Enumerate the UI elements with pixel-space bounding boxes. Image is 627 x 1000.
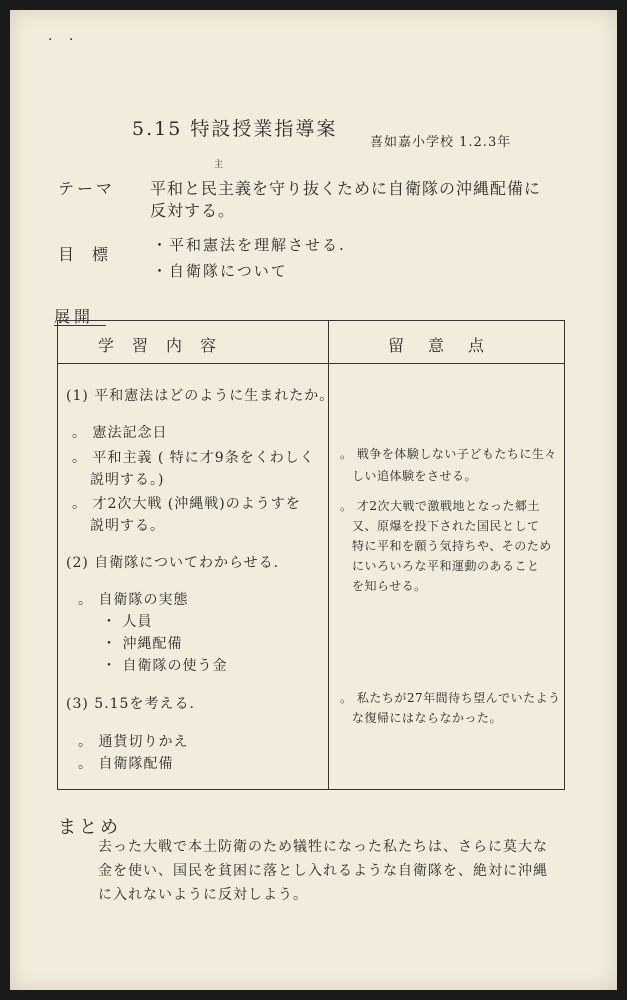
table-left-line: 。 自衛隊の実態	[78, 592, 189, 608]
summary-label: まとめ	[58, 817, 121, 838]
table-right-line: 。 戦争を体験しない子どもたちに生々	[340, 447, 557, 461]
header-notes: 留意点	[388, 336, 509, 355]
summary-line-2: 金を使い、国民を貧困に落とし入れるような自衛隊を、絶対に沖縄	[98, 863, 548, 879]
header-learning-content: 学習内容	[98, 336, 235, 355]
table-left-line: (1) 平和憲法はどのように生まれたか。	[66, 388, 335, 404]
table-right-line: しい追体験をさせる。	[352, 469, 478, 483]
theme-label: テーマ	[58, 179, 116, 198]
document-title: 5.15 特設授業指導案	[132, 118, 338, 140]
document-sheet	[10, 10, 617, 990]
table-left-line: (2) 自衛隊についてわからせる.	[66, 555, 280, 571]
summary-line-1: 去った大戦で本土防衛のため犠牲になった私たちは、さらに莫大な	[98, 839, 548, 855]
table-left-line: (3) 5.15を考える.	[66, 696, 195, 712]
page-number-mark: [2]	[594, 978, 609, 987]
goal-label: 目標	[58, 245, 127, 264]
tenkai-label: 展開	[54, 307, 95, 326]
table-header-divider	[58, 363, 564, 364]
table-right-line: 。 才2次大戦で激戦地となった郷土	[340, 499, 540, 513]
summary-line-3: に入れないように反対しよう。	[98, 887, 308, 903]
table-right-line: を知らせる。	[352, 579, 427, 593]
corner-dots: · ·	[48, 32, 80, 48]
school-name: 喜如嘉小学校 1.2.3年	[370, 135, 512, 150]
table-right-line: 。 私たちが27年間待ち望んでいたよう	[340, 691, 561, 705]
table-left-line: 説明する。	[90, 518, 165, 534]
table-left-line: 。 才2次大戦 (沖縄戦)のようすを	[72, 496, 301, 512]
table-left-line: 。 平和主義 ( 特に才9条をくわしく	[72, 450, 315, 466]
goal-item-2: ・自衛隊について	[152, 262, 288, 280]
lesson-table	[57, 320, 565, 790]
goal-item-1: ・平和憲法を理解させる.	[152, 236, 346, 254]
theme-line-1: 平和と民主義を守り抜くために自衛隊の沖縄配備に	[150, 179, 542, 198]
table-right-line: にいろいろな平和運動のあること	[352, 559, 540, 573]
table-left-line: 。 憲法記念日	[72, 425, 168, 441]
table-left-line: 。 自衛隊配備	[78, 756, 174, 772]
table-left-line: 。 通貨切りかえ	[78, 734, 189, 750]
theme-line-2: 反対する。	[150, 201, 236, 220]
table-right-line: な復帰にはならなかった。	[352, 711, 503, 725]
theme-ruby: 主	[214, 160, 224, 170]
table-right-line: 又、原爆を投下された国民として	[352, 519, 540, 533]
table-left-line: 説明する。)	[90, 472, 165, 488]
table-left-line: ・ 人員	[102, 614, 153, 630]
table-left-line: ・ 沖縄配備	[102, 636, 183, 652]
table-right-line: 特に平和を願う気持ちや、そのため	[352, 539, 552, 553]
table-left-line: ・ 自衛隊の使う金	[102, 658, 228, 674]
